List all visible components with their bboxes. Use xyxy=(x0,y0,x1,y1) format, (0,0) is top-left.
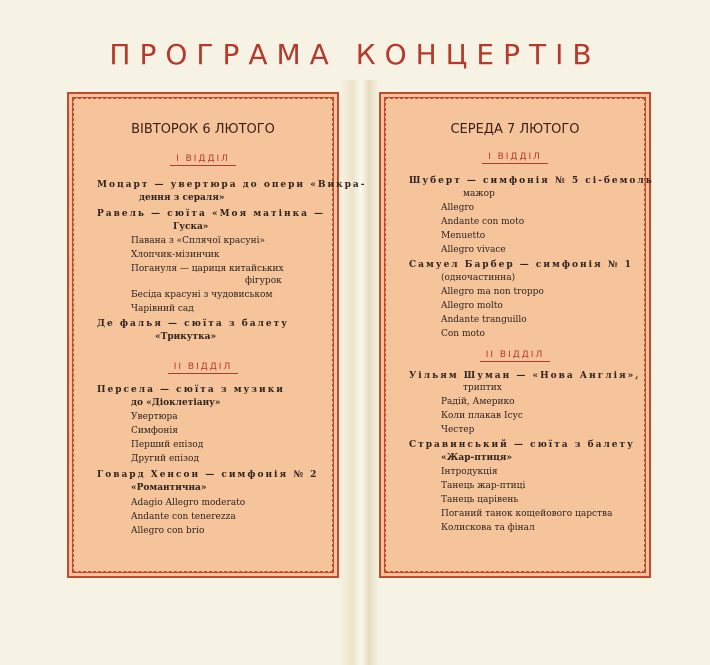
line-text: Уільям Шуман — «Нова Англія», xyxy=(409,371,641,381)
program-line: Увертюра xyxy=(131,412,178,422)
program-line: Andante tranguillo xyxy=(441,315,527,325)
program-line: Колискова та фінал xyxy=(441,523,535,533)
left-section-1-label: І ВІДДІЛ xyxy=(170,154,236,166)
program-line: Погануля — цариця китайських xyxy=(131,264,284,274)
program-line: Хлопчик-мізинчик xyxy=(131,250,220,260)
program-title: ПРОГРАМА КОНЦЕРТІВ xyxy=(109,38,601,71)
program-line xyxy=(97,385,285,395)
line-text: Моцарт — увертюра до опери «Викра- xyxy=(97,180,367,190)
line-text: Стравинський — сюїта з балету xyxy=(409,440,635,450)
left-program-panel xyxy=(67,92,367,578)
left-day-heading: ВІВТОРОК 6 ЛЮТОГО xyxy=(131,122,275,137)
program-line: Andante con moto xyxy=(441,217,525,227)
program-line: дення з сераля» xyxy=(139,193,225,203)
program-line xyxy=(97,180,367,190)
program-line xyxy=(409,176,654,186)
program-line: Adagio Allegro moderato xyxy=(131,498,246,508)
program-line: Коли плакав Ісус xyxy=(441,411,523,421)
program-line: Andante con tenerezza xyxy=(131,512,236,522)
program-line: Інтродукція xyxy=(441,467,498,477)
program-line: Allegro molto xyxy=(441,301,503,311)
program-line: Поганий танок кощейового царства xyxy=(441,509,613,519)
right-program-panel xyxy=(379,92,654,578)
program-line: триптих xyxy=(463,383,502,393)
program-line: «Романтична» xyxy=(131,483,207,493)
program-line xyxy=(409,371,640,381)
program-line: Танець жар-птиці xyxy=(441,481,526,491)
right-section-1-label: І ВІДДІЛ xyxy=(482,152,548,164)
program-line xyxy=(97,470,318,480)
program-line: Честер xyxy=(441,425,475,435)
program-line xyxy=(97,209,325,219)
left-section-2 xyxy=(69,362,337,372)
program-line: Allegro ma non troppo xyxy=(441,287,544,297)
page-fold xyxy=(339,80,379,665)
left-section-2-label: ІІ ВІДДІЛ xyxy=(168,362,238,374)
program-line: Con moto xyxy=(441,329,485,339)
line-text: Равель — сюїта «Моя матінка — xyxy=(97,209,326,219)
right-section-2-label: ІІ ВІДДІЛ xyxy=(480,350,550,362)
right-section-2 xyxy=(381,350,649,360)
program-line: Танець царівень xyxy=(441,495,519,505)
right-section-1 xyxy=(381,152,649,162)
program-line: Чарівний сад xyxy=(131,304,194,314)
program-line: Перший епізод xyxy=(131,440,204,450)
program-line: Гуска» xyxy=(173,222,209,232)
program-line xyxy=(97,319,289,329)
program-line: Симфонія xyxy=(131,426,178,436)
left-section-1 xyxy=(69,154,337,164)
program-line: Павана з «Сплячої красуні» xyxy=(131,236,266,246)
line-text: Шуберт — симфонія № 5 сі-бемоль xyxy=(409,176,654,186)
line-text: Говард Хенсон — симфонія № 2 xyxy=(97,470,319,480)
program-line: Радій, Америко xyxy=(441,397,515,407)
program-line: Бесіда красуні з чудовиськом xyxy=(131,290,273,300)
program-line: (одночастинна) xyxy=(441,273,516,283)
line-text: Самуел Барбер — симфонія № 1 xyxy=(409,260,633,270)
program-line: до «Діоклетіану» xyxy=(131,398,221,408)
program-line: Allegro xyxy=(441,203,475,213)
right-day-heading: СЕРЕДА 7 ЛЮТОГО xyxy=(450,122,580,137)
program-line: фігурок xyxy=(245,276,282,286)
program-line: Другий епізод xyxy=(131,454,200,464)
line-text: Де фалья — сюїта з балету xyxy=(97,319,289,329)
program-line: Allegro con brio xyxy=(131,526,205,536)
program-line: мажор xyxy=(463,189,495,199)
line-text: Персела — сюїта з музики xyxy=(97,385,285,395)
program-line: «Жар-птиця» xyxy=(441,453,513,463)
program-line xyxy=(409,260,633,270)
program-line: «Трикутка» xyxy=(155,332,217,342)
program-line xyxy=(409,440,635,450)
program-line: Menuetto xyxy=(441,231,486,241)
program-line: Allegro vivace xyxy=(441,245,506,255)
